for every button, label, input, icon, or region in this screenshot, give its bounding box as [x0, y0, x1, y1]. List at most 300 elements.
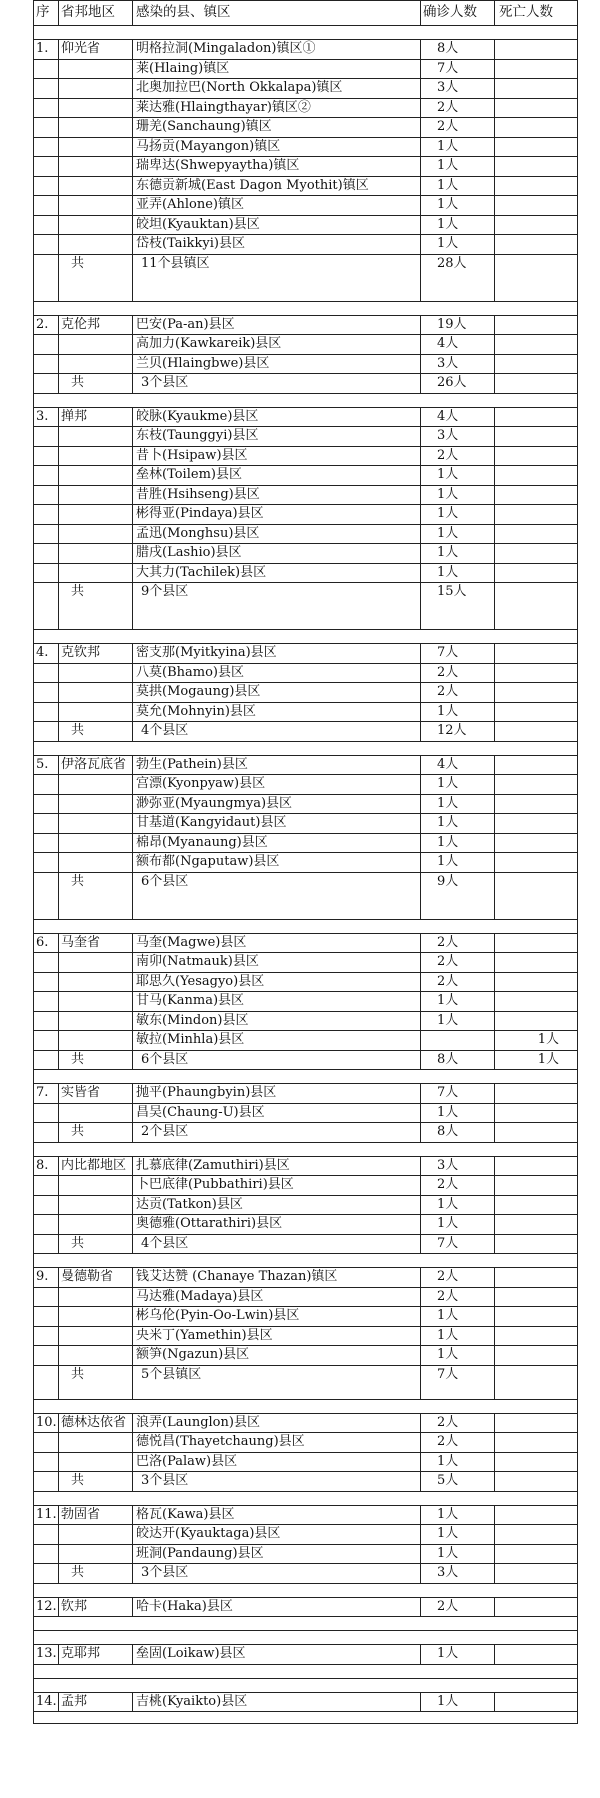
- total-deaths: [495, 722, 578, 742]
- confirmed-count: 1人: [421, 524, 495, 544]
- spacer-cell: [495, 1583, 578, 1597]
- region-name: 曼德勒省: [59, 1268, 133, 1288]
- confirmed-count: 1人: [421, 1215, 495, 1235]
- confirmed-count: 1人: [421, 1011, 495, 1031]
- spacer-cell: [495, 630, 578, 644]
- district-name: 垒固(Loikaw)县区: [133, 1645, 421, 1665]
- group-number: [34, 1287, 59, 1307]
- district-row: [34, 1011, 578, 1031]
- district-name: 额笋(Ngazun)县区: [133, 1346, 421, 1366]
- group-number: [34, 196, 59, 216]
- death-count: [495, 794, 578, 814]
- spacer-row: [34, 1678, 578, 1692]
- total-confirmed: 7人: [421, 1234, 495, 1254]
- spacer-row: [34, 1583, 578, 1597]
- group-number: 14.: [34, 1692, 59, 1712]
- spacer-row: [34, 1664, 578, 1678]
- group-number: 3.: [34, 407, 59, 427]
- total-deaths: [495, 1123, 578, 1143]
- district-name: 甘马(Kanma)县区: [133, 992, 421, 1012]
- district-name: 南卯(Natmauk)县区: [133, 953, 421, 973]
- spacer-cell: [495, 1254, 578, 1268]
- district-row: [34, 466, 578, 486]
- district-name: 勃生(Pathein)县区: [133, 755, 421, 775]
- total-district-count: 3个县区: [133, 374, 421, 394]
- death-count: [495, 40, 578, 60]
- spacer-cell: [59, 919, 133, 933]
- region-name: [59, 354, 133, 374]
- death-count: [495, 1433, 578, 1453]
- header-row: [34, 1, 578, 26]
- district-row: [34, 1645, 578, 1665]
- confirmed-count: 1人: [421, 1307, 495, 1327]
- total-row: [34, 1050, 578, 1070]
- spacer-cell: [495, 1678, 578, 1692]
- region-name: [59, 59, 133, 79]
- region-name: [59, 1287, 133, 1307]
- spacer-row: [34, 1142, 578, 1156]
- spacer-row: [34, 1631, 578, 1645]
- district-name: 央米丁(Yamethin)县区: [133, 1326, 421, 1346]
- district-row: [34, 118, 578, 138]
- district-row: [34, 1505, 578, 1525]
- death-count: [495, 1287, 578, 1307]
- total-number: [34, 1123, 59, 1143]
- death-count: [495, 1215, 578, 1235]
- spacer-cell: [495, 1399, 578, 1413]
- region-name: 仰光省: [59, 40, 133, 60]
- death-count: [495, 118, 578, 138]
- death-count: [495, 157, 578, 177]
- total-row: [34, 583, 578, 630]
- total-label: 共: [59, 254, 133, 301]
- district-row: [34, 137, 578, 157]
- spacer-cell: [133, 1491, 421, 1505]
- total-confirmed: 3人: [421, 1564, 495, 1584]
- region-name: 勃固省: [59, 1505, 133, 1525]
- spacer-cell: [59, 1678, 133, 1692]
- spacer-cell: [34, 26, 59, 40]
- region-name: 德林达依省: [59, 1413, 133, 1433]
- region-name: [59, 466, 133, 486]
- death-count: [495, 1156, 578, 1176]
- confirmed-count: 1人: [421, 1505, 495, 1525]
- confirmed-count: 1人: [421, 1525, 495, 1545]
- death-count: [495, 1544, 578, 1564]
- district-row: [34, 1103, 578, 1123]
- district-row: [34, 98, 578, 118]
- district-row: [34, 1544, 578, 1564]
- group-number: [34, 176, 59, 196]
- death-count: [495, 775, 578, 795]
- spacer-cell: [34, 1142, 59, 1156]
- region-name: [59, 427, 133, 447]
- district-row: [34, 354, 578, 374]
- region-name: 马奎省: [59, 933, 133, 953]
- spacer-cell: [34, 741, 59, 755]
- region-name: [59, 683, 133, 703]
- district-name: 格瓦(Kawa)县区: [133, 1505, 421, 1525]
- confirmed-count: 2人: [421, 118, 495, 138]
- total-row: [34, 1472, 578, 1492]
- death-count: [495, 354, 578, 374]
- district-row: [34, 563, 578, 583]
- region-name: 钦邦: [59, 1597, 133, 1617]
- total-label: 共: [59, 1472, 133, 1492]
- spacer-cell: [495, 741, 578, 755]
- death-count: [495, 1346, 578, 1366]
- district-row: [34, 814, 578, 834]
- district-name: 孟迅(Monghsu)县区: [133, 524, 421, 544]
- district-name: 瑞卑达(Shwepyaytha)镇区: [133, 157, 421, 177]
- district-row: [34, 427, 578, 447]
- confirmed-count: 1人: [421, 196, 495, 216]
- group-number: [34, 1031, 59, 1051]
- district-name: 巴洛(Palaw)县区: [133, 1452, 421, 1472]
- district-row: [34, 775, 578, 795]
- total-district-count: 9个县区: [133, 583, 421, 630]
- group-number: [34, 505, 59, 525]
- death-count: [495, 853, 578, 873]
- confirmed-count: 1人: [421, 215, 495, 235]
- total-confirmed: 8人: [421, 1123, 495, 1143]
- spacer-cell: [59, 1399, 133, 1413]
- death-count: [495, 683, 578, 703]
- group-number: [34, 137, 59, 157]
- group-number: [34, 524, 59, 544]
- district-name: 卜巴底律(Pubbathiri)县区: [133, 1176, 421, 1196]
- spacer-cell: [495, 1664, 578, 1678]
- district-name: 彬乌伦(Pyin-Oo-Lwin)县区: [133, 1307, 421, 1327]
- total-confirmed: 5人: [421, 1472, 495, 1492]
- district-row: [34, 176, 578, 196]
- district-row: [34, 544, 578, 564]
- confirmed-count: 1人: [421, 1692, 495, 1712]
- spacer-cell: [495, 1712, 578, 1724]
- death-count: [495, 544, 578, 564]
- spacer-cell: [133, 26, 421, 40]
- confirmed-count: 2人: [421, 972, 495, 992]
- spacer-cell: [133, 1678, 421, 1692]
- total-row: [34, 872, 578, 919]
- confirmed-count: 1人: [421, 794, 495, 814]
- group-number: [34, 972, 59, 992]
- death-count: [495, 992, 578, 1012]
- spacer-cell: [133, 1254, 421, 1268]
- district-name: 额布都(Ngaputaw)县区: [133, 853, 421, 873]
- header-confirmed: 确诊人数: [421, 1, 495, 26]
- confirmed-count: 3人: [421, 79, 495, 99]
- total-deaths: [495, 1472, 578, 1492]
- death-count: [495, 933, 578, 953]
- group-number: 5.: [34, 755, 59, 775]
- region-name: [59, 524, 133, 544]
- total-number: [34, 1564, 59, 1584]
- region-name: [59, 1346, 133, 1366]
- region-name: [59, 118, 133, 138]
- region-name: [59, 137, 133, 157]
- region-name: [59, 814, 133, 834]
- total-number: [34, 374, 59, 394]
- total-confirmed: 26人: [421, 374, 495, 394]
- spacer-cell: [495, 301, 578, 315]
- district-row: [34, 524, 578, 544]
- district-row: [34, 59, 578, 79]
- header-seq: 序: [34, 1, 59, 26]
- region-name: [59, 563, 133, 583]
- spacer-row: [34, 1070, 578, 1084]
- region-name: 实皆省: [59, 1084, 133, 1104]
- spacer-cell: [421, 1678, 495, 1692]
- confirmed-count: 1人: [421, 485, 495, 505]
- district-name: 珊羌(Sanchaung)镇区: [133, 118, 421, 138]
- death-count: [495, 1525, 578, 1545]
- district-name: 敏东(Mindon)县区: [133, 1011, 421, 1031]
- district-name: 达贡(Tatkon)县区: [133, 1195, 421, 1215]
- confirmed-count: 2人: [421, 1268, 495, 1288]
- spacer-cell: [495, 1070, 578, 1084]
- spacer-cell: [34, 1631, 59, 1645]
- district-name: 莫拱(Mogaung)县区: [133, 683, 421, 703]
- district-name: 高加力(Kawkareik)县区: [133, 335, 421, 355]
- spacer-cell: [34, 1070, 59, 1084]
- group-number: [34, 814, 59, 834]
- confirmed-count: 1人: [421, 544, 495, 564]
- total-deaths: [495, 583, 578, 630]
- spacer-cell: [59, 1664, 133, 1678]
- group-number: [34, 833, 59, 853]
- group-number: [34, 1307, 59, 1327]
- spacer-cell: [34, 393, 59, 407]
- group-number: 12.: [34, 1597, 59, 1617]
- region-name: [59, 775, 133, 795]
- total-number: [34, 1472, 59, 1492]
- total-label: 共: [59, 1564, 133, 1584]
- spacer-cell: [59, 1491, 133, 1505]
- death-count: [495, 1413, 578, 1433]
- total-district-count: 2个县区: [133, 1123, 421, 1143]
- region-name: 孟邦: [59, 1692, 133, 1712]
- spacer-cell: [495, 26, 578, 40]
- district-name: 钱艾达赞 (Chanaye Thazan)镇区: [133, 1268, 421, 1288]
- confirmed-count: 1人: [421, 466, 495, 486]
- district-row: [34, 1084, 578, 1104]
- district-row: [34, 992, 578, 1012]
- district-name: 大其力(Tachilek)县区: [133, 563, 421, 583]
- district-row: [34, 407, 578, 427]
- spacer-cell: [133, 1617, 421, 1631]
- confirmed-count: 1人: [421, 137, 495, 157]
- region-name: [59, 1433, 133, 1453]
- spacer-cell: [34, 1664, 59, 1678]
- spacer-cell: [59, 1712, 133, 1724]
- confirmed-count: 1人: [421, 505, 495, 525]
- spacer-cell: [421, 301, 495, 315]
- spacer-row: [34, 1712, 578, 1724]
- total-number: [34, 872, 59, 919]
- death-count: [495, 485, 578, 505]
- district-row: [34, 1268, 578, 1288]
- district-name: 马扬贡(Mayangon)镇区: [133, 137, 421, 157]
- region-name: [59, 335, 133, 355]
- confirmed-count: 1人: [421, 775, 495, 795]
- confirmed-count: 1人: [421, 157, 495, 177]
- total-district-count: 11个县镇区: [133, 254, 421, 301]
- total-district-count: 4个县区: [133, 1234, 421, 1254]
- death-count: [495, 1307, 578, 1327]
- district-row: [34, 157, 578, 177]
- region-name: [59, 663, 133, 683]
- region-name: [59, 157, 133, 177]
- region-name: [59, 446, 133, 466]
- district-name: 巴安(Pa-an)县区: [133, 315, 421, 335]
- group-number: [34, 215, 59, 235]
- death-count: [495, 1103, 578, 1123]
- district-row: [34, 196, 578, 216]
- total-deaths: 1人: [495, 1050, 578, 1070]
- region-name: 克钦邦: [59, 644, 133, 664]
- death-count: [495, 755, 578, 775]
- group-number: [34, 354, 59, 374]
- spacer-cell: [59, 1070, 133, 1084]
- spacer-cell: [421, 1583, 495, 1597]
- total-deaths: [495, 1564, 578, 1584]
- death-count: [495, 1268, 578, 1288]
- total-number: [34, 1365, 59, 1399]
- spacer-cell: [59, 1631, 133, 1645]
- spacer-cell: [133, 630, 421, 644]
- header-district: 感染的县、镇区: [133, 1, 421, 26]
- district-row: [34, 663, 578, 683]
- spacer-cell: [59, 741, 133, 755]
- region-name: [59, 953, 133, 973]
- spacer-cell: [421, 1664, 495, 1678]
- district-name: 东枝(Taunggyi)县区: [133, 427, 421, 447]
- death-count: [495, 446, 578, 466]
- confirmed-count: 1人: [421, 1326, 495, 1346]
- district-row: [34, 1525, 578, 1545]
- district-row: [34, 1346, 578, 1366]
- total-label: 共: [59, 1050, 133, 1070]
- district-name: 皎坦(Kyauktan)县区: [133, 215, 421, 235]
- total-row: [34, 374, 578, 394]
- district-row: [34, 1692, 578, 1712]
- death-count: [495, 407, 578, 427]
- confirmed-count: 2人: [421, 446, 495, 466]
- confirmed-count: 1人: [421, 1103, 495, 1123]
- spacer-cell: [421, 919, 495, 933]
- group-number: [34, 98, 59, 118]
- region-name: [59, 176, 133, 196]
- total-deaths: [495, 1365, 578, 1399]
- district-row: [34, 953, 578, 973]
- death-count: [495, 833, 578, 853]
- district-row: [34, 1597, 578, 1617]
- confirmed-count: 2人: [421, 1176, 495, 1196]
- group-number: 4.: [34, 644, 59, 664]
- death-count: [495, 524, 578, 544]
- spacer-cell: [421, 1631, 495, 1645]
- spacer-cell: [34, 1712, 59, 1724]
- confirmed-count: 1人: [421, 235, 495, 255]
- death-count: [495, 235, 578, 255]
- confirmed-count: 8人: [421, 40, 495, 60]
- region-name: [59, 1176, 133, 1196]
- group-number: [34, 1525, 59, 1545]
- region-name: [59, 702, 133, 722]
- confirmed-count: 7人: [421, 59, 495, 79]
- district-name: 明格拉洞(Mingaladon)镇区①: [133, 40, 421, 60]
- spacer-cell: [495, 1142, 578, 1156]
- confirmed-count: 1人: [421, 833, 495, 853]
- spacer-cell: [421, 1491, 495, 1505]
- group-number: [34, 79, 59, 99]
- confirmed-count: 1人: [421, 853, 495, 873]
- district-row: [34, 933, 578, 953]
- spacer-cell: [421, 1617, 495, 1631]
- confirmed-count: 1人: [421, 1645, 495, 1665]
- district-row: [34, 794, 578, 814]
- total-number: [34, 1050, 59, 1070]
- region-name: [59, 98, 133, 118]
- total-number: [34, 583, 59, 630]
- spacer-row: [34, 301, 578, 315]
- total-label: 共: [59, 1234, 133, 1254]
- group-number: [34, 953, 59, 973]
- death-count: [495, 466, 578, 486]
- spacer-row: [34, 1491, 578, 1505]
- district-name: 莱达雅(Hlaingthayar)镇区②: [133, 98, 421, 118]
- confirmed-count: 2人: [421, 1597, 495, 1617]
- spacer-cell: [133, 1664, 421, 1678]
- district-row: [34, 1452, 578, 1472]
- district-row: [34, 853, 578, 873]
- total-row: [34, 1365, 578, 1399]
- spacer-cell: [34, 1399, 59, 1413]
- district-row: [34, 972, 578, 992]
- confirmed-count: 4人: [421, 335, 495, 355]
- death-count: [495, 98, 578, 118]
- total-district-count: 4个县区: [133, 722, 421, 742]
- spacer-cell: [421, 1399, 495, 1413]
- death-count: [495, 196, 578, 216]
- group-number: [34, 544, 59, 564]
- spacer-cell: [59, 1617, 133, 1631]
- total-district-count: 5个县镇区: [133, 1365, 421, 1399]
- district-row: [34, 644, 578, 664]
- death-count: [495, 505, 578, 525]
- case-table-body: [34, 1, 578, 1724]
- district-name: 抛平(Phaungbyin)县区: [133, 1084, 421, 1104]
- total-row: [34, 1564, 578, 1584]
- total-label: 共: [59, 872, 133, 919]
- death-count: [495, 1597, 578, 1617]
- total-confirmed: 28人: [421, 254, 495, 301]
- group-number: [34, 1176, 59, 1196]
- death-count: [495, 663, 578, 683]
- header-deaths: 死亡人数: [495, 1, 578, 26]
- spacer-row: [34, 26, 578, 40]
- spacer-cell: [34, 1491, 59, 1505]
- confirmed-count: 1人: [421, 992, 495, 1012]
- group-number: [34, 1346, 59, 1366]
- spacer-cell: [59, 26, 133, 40]
- group-number: [34, 1326, 59, 1346]
- group-number: [34, 157, 59, 177]
- region-name: [59, 485, 133, 505]
- district-row: [34, 1287, 578, 1307]
- district-row: [34, 315, 578, 335]
